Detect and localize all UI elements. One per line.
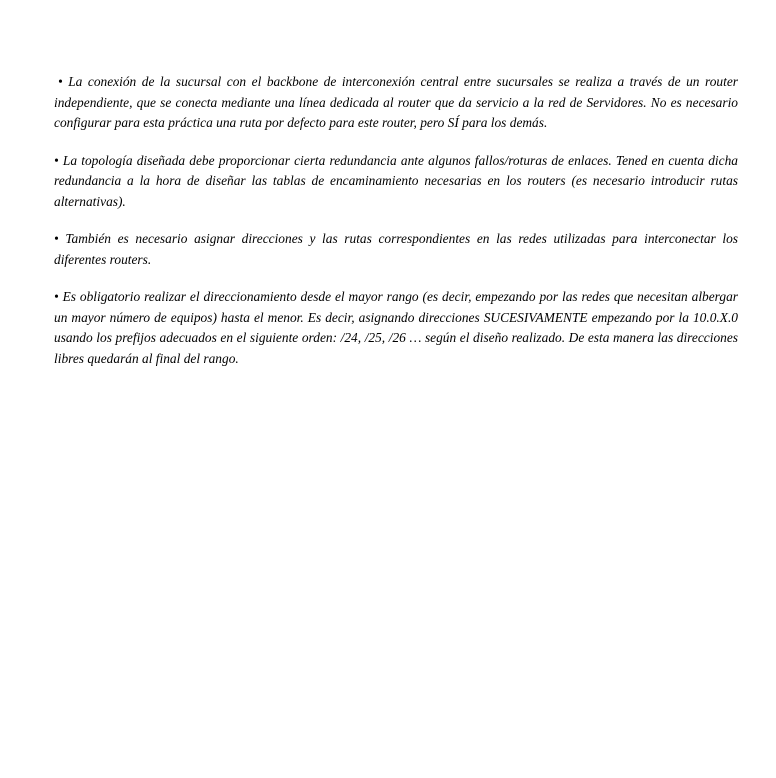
paragraph-backbone-connection bbox=[54, 72, 738, 134]
document-page bbox=[54, 72, 738, 386]
paragraph-text: También es necesario asignar direcciones y las rutas correspondientes en las redes utilizadas para interconectar los diferentes routers. bbox=[54, 231, 738, 267]
bullet-icon: • bbox=[54, 152, 59, 168]
paragraph-addressing-order bbox=[54, 287, 738, 369]
bullet-icon: • bbox=[54, 231, 59, 246]
bullet-icon: • bbox=[58, 74, 63, 89]
paragraph-text: La topología diseñada debe proporcionar cierta redundancia ante algunos fallos/roturas de enlaces. Tened en cuenta dicha redundancia a la hora de diseñar las tablas de encaminamiento necesarias en los routers (es necesario introducir rutas alternativas). bbox=[54, 152, 738, 209]
bullet-icon: • bbox=[54, 289, 59, 304]
paragraph-interconnect-addresses bbox=[54, 229, 738, 270]
paragraph-text: Es obligatorio realizar el direccionamiento desde el mayor rango (es decir, empezando por las redes que necesitan albergar un mayor número de equipos) hasta el menor. Es decir, asignando direcciones SUCESIVAMENTE empezando por la 10.0.X.0 usando los prefijos adecuados en el siguiente orden: /24, /25, /26 … según el diseño realizado. De esta manera las direcciones libres quedarán al final del rango. bbox=[54, 289, 738, 366]
paragraph-text: La conexión de la sucursal con el backbone de interconexión central entre sucursales se realiza a través de un router independiente, que se conecta mediante una línea dedicada al router que da servicio a la red de Servidores. No es necesario configurar para esta práctica una ruta por defecto para este router, pero SÍ para los demás. bbox=[54, 74, 738, 130]
paragraph-redundancy bbox=[54, 151, 738, 213]
